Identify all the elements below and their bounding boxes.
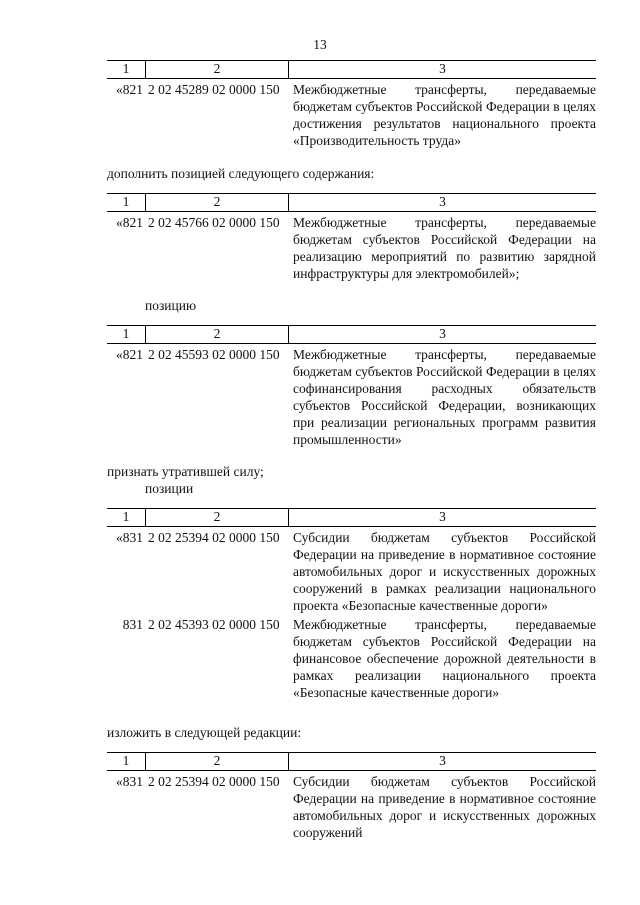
budget-table-3: [107, 325, 596, 448]
admin-code: «821: [116, 82, 143, 97]
budget-classification-code: 2 02 45289 02 0000 150: [148, 82, 280, 97]
instruction-paragraph: изложить в следующей редакции:: [107, 725, 302, 740]
budget-classification-code: 2 02 45593 02 0000 150: [148, 347, 280, 362]
income-description: Межбюджетные трансферты, передаваемые бюджетам субъектов Российской Федерации в целях достижения результатов национального проекта «Производительность труда»: [293, 82, 596, 148]
budget-table-5: [107, 752, 596, 841]
table-row: [107, 614, 596, 701]
budget-classification-code: 2 02 25394 02 0000 150: [148, 530, 280, 545]
table-row: [107, 79, 596, 149]
header-col-2: 2: [146, 509, 289, 526]
budget-classification-code: 2 02 45393 02 0000 150: [148, 617, 280, 632]
header-col-1: 1: [107, 326, 146, 343]
page-number: 13: [313, 37, 327, 52]
instruction-paragraph: позиции: [145, 481, 194, 496]
table-row: [107, 527, 596, 614]
income-description: Межбюджетные трансферты, передаваемые бюджетам субъектов Российской Федерации на финансовое обеспечение дорожной деятельности в рамках реализации национального проекта «Безопасные качественные дороги»: [293, 617, 596, 700]
header-col-2: 2: [146, 194, 289, 211]
budget-classification-code: 2 02 45766 02 0000 150: [148, 215, 280, 230]
table-header: [107, 752, 596, 771]
header-col-2: 2: [146, 326, 289, 343]
budget-table-2: [107, 193, 596, 282]
header-col-3: 3: [439, 326, 446, 341]
income-description: Межбюджетные трансферты, передаваемые бюджетам субъектов Российской Федерации на реализацию мероприятий по развитию зарядной инфраструктуры для электромобилей»;: [293, 215, 596, 281]
header-col-1: 1: [107, 61, 146, 78]
table-row: [107, 212, 596, 282]
instruction-paragraph: дополнить позицией следующего содержания:: [107, 166, 375, 181]
instruction-paragraph: признать утратившей силу;: [107, 464, 264, 479]
table-header: [107, 508, 596, 527]
table-header: [107, 325, 596, 344]
table-header: [107, 60, 596, 79]
header-col-3: 3: [439, 194, 446, 209]
income-description: Межбюджетные трансферты, передаваемые бюджетам субъектов Российской Федерации в целях софинансирования расходных обязательств субъектов Российской Федерации, возникающих при реализации региональных программ развития промышленности»: [293, 347, 596, 447]
header-col-2: 2: [146, 753, 289, 770]
admin-code: «831: [116, 530, 143, 545]
header-col-2: 2: [146, 61, 289, 78]
header-col-1: 1: [107, 509, 146, 526]
table-header: [107, 193, 596, 212]
income-description: Субсидии бюджетам субъектов Российской Федерации на приведение в нормативное состояние автомобильных дорог и искусственных дорожных сооружений: [293, 774, 596, 840]
table-row: [107, 344, 596, 448]
admin-code: «821: [116, 347, 143, 362]
table-row: [107, 771, 596, 841]
budget-table-1: [107, 60, 596, 149]
header-col-3: 3: [439, 509, 446, 524]
budget-table-4: [107, 508, 596, 701]
header-col-3: 3: [439, 753, 446, 768]
header-col-3: 3: [439, 61, 446, 76]
admin-code: «831: [116, 774, 143, 789]
budget-classification-code: 2 02 25394 02 0000 150: [148, 774, 280, 789]
admin-code: 831: [122, 617, 143, 632]
admin-code: «821: [116, 215, 143, 230]
income-description: Субсидии бюджетам субъектов Российской Федерации на приведение в нормативное состояние автомобильных дорог и искусственных дорожных сооружений в рамках реализации национального проекта «Безопасные качественные дороги»: [293, 530, 596, 613]
header-col-1: 1: [107, 194, 146, 211]
instruction-paragraph: позицию: [145, 298, 197, 313]
header-col-1: 1: [107, 753, 146, 770]
